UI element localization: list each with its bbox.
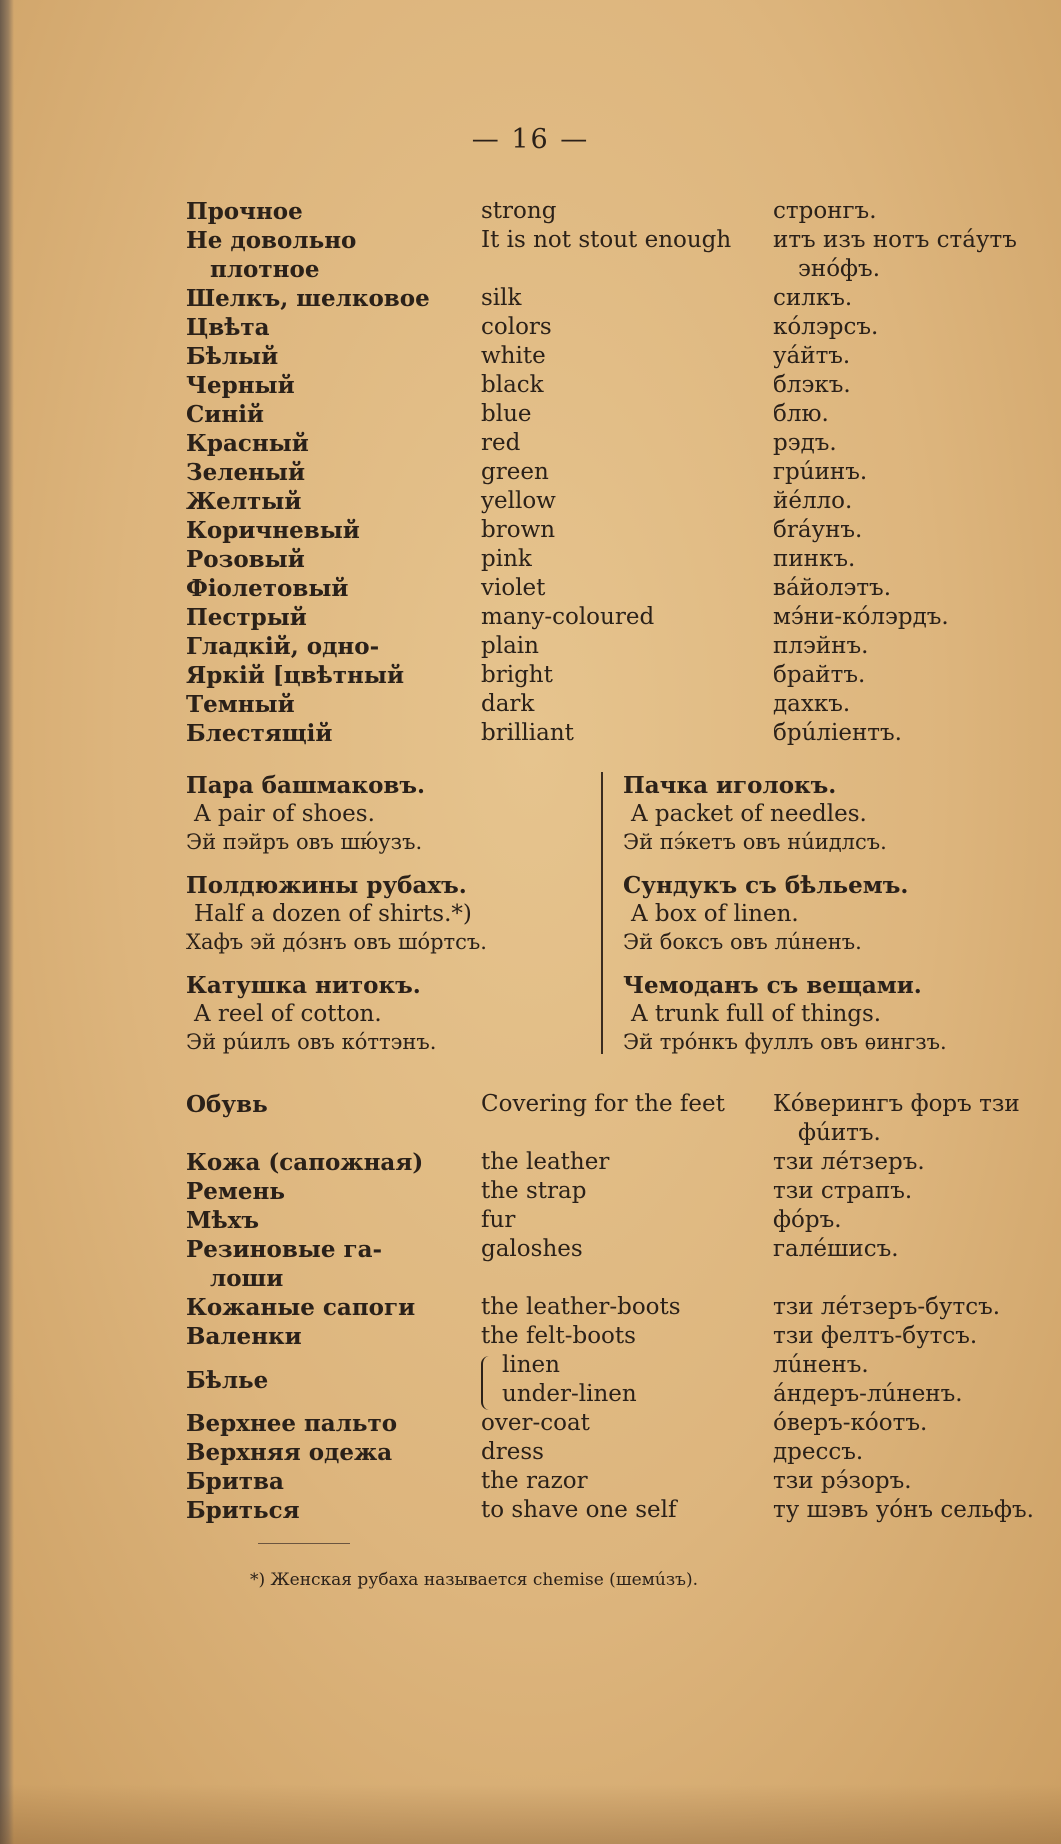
russian-word: Яркій [цвѣтный [186, 662, 405, 689]
english-word: plain [481, 633, 539, 659]
pronunciation: áндеръ-лúненъ. [773, 1381, 963, 1407]
vocab-row [0, 545, 1061, 574]
vocab-row [0, 284, 1061, 313]
phrase-group [623, 772, 947, 856]
pronunciation: кóлэрсъ. [773, 314, 879, 340]
pronunciation: галéшисъ. [773, 1236, 899, 1262]
russian-word: Темный [186, 691, 295, 718]
english-word: galoshes [481, 1236, 583, 1262]
vocab-row [0, 197, 1061, 226]
vocab-row [0, 1293, 1061, 1322]
vocab-row [0, 1264, 1061, 1293]
english-word: the strap [481, 1178, 587, 1204]
belie-label: Бѣлье [186, 1367, 269, 1394]
english-word: dark [481, 691, 535, 717]
english-word: strong [481, 198, 557, 224]
vocab-row [0, 1148, 1061, 1177]
english-word: the razor [481, 1468, 588, 1494]
vocab-row [0, 313, 1061, 342]
column-divider [601, 772, 603, 1054]
pronunciation: пинкъ. [773, 546, 856, 572]
russian-word: Зеленый [186, 459, 306, 486]
vocab-row [0, 371, 1061, 400]
phrase-pronunciation: Эй боксъ овъ лúненъ. [623, 930, 862, 954]
vocab-row [0, 1496, 1061, 1525]
russian-word: плотное [210, 256, 320, 283]
phrase-pronunciation: Хафъ эй дóзнъ овъ шóртсъ. [186, 930, 487, 954]
russian-word: Бритва [186, 1468, 284, 1495]
english-word: silk [481, 285, 522, 311]
phrase-group [623, 972, 947, 1056]
russian-word: Мѣхъ [186, 1207, 259, 1234]
vocab-row [0, 1467, 1061, 1496]
russian-word: Фіолетовый [186, 575, 349, 602]
english-word: white [481, 343, 546, 369]
vocab-row [0, 1409, 1061, 1438]
phrase-column-left [186, 772, 487, 1056]
phrase-group [186, 872, 487, 956]
english-word: brilliant [481, 720, 574, 746]
pronunciation: тзи лéтзеръ-бутсъ. [773, 1294, 1001, 1320]
pronunciation: фúитъ. [798, 1120, 881, 1146]
russian-word: Синій [186, 401, 264, 428]
vocab-row [0, 690, 1061, 719]
pronunciation: блю. [773, 401, 829, 427]
english-word: over-coat [481, 1410, 590, 1436]
russian-word: Желтый [186, 488, 302, 515]
english-word: linen [502, 1352, 560, 1378]
pronunciation: итъ изъ нотъ стáутъ [773, 227, 1017, 253]
english-word: the leather [481, 1149, 610, 1175]
english-word: red [481, 430, 521, 456]
footnote: *) Женская рубаха называется chemise (шемúзъ). [250, 1570, 698, 1590]
pronunciation: уáйтъ. [773, 343, 851, 369]
phrase-english: A pair of shoes. [194, 801, 375, 827]
pronunciation: блэкъ. [773, 372, 851, 398]
vocab-row [0, 342, 1061, 371]
vocab-row [0, 400, 1061, 429]
vocab-row [0, 1351, 1061, 1380]
phrase-pronunciation: Эй рúилъ овъ кóттэнъ. [186, 1030, 437, 1054]
pronunciation: йéлло. [773, 488, 853, 514]
vocab-row [0, 1119, 1061, 1148]
vocab-row [0, 226, 1061, 255]
pronunciation: Кóверингъ форъ тзи [773, 1091, 1020, 1117]
vocab-row [0, 1090, 1061, 1119]
pronunciation: óверъ-кóотъ. [773, 1410, 928, 1436]
phrase-english: A reel of cotton. [194, 1001, 382, 1027]
vocab-row [0, 719, 1061, 748]
pronunciation: стронгъ. [773, 198, 877, 224]
pronunciation: лúненъ. [773, 1352, 869, 1378]
english-word: dress [481, 1439, 544, 1465]
vocab-row [0, 255, 1061, 284]
phrase-pronunciation: Эй пэ́кетъ овъ нúидлсъ. [623, 830, 887, 854]
pronunciation: тзи лéтзеръ. [773, 1149, 925, 1175]
vocab-row [0, 1380, 1061, 1409]
pronunciation: ту шэвъ уóнъ сельфъ. [773, 1497, 1034, 1523]
pronunciation: мэ́ни-кóлэрдъ. [773, 604, 949, 630]
english-word: yellow [481, 488, 556, 514]
phrase-russian: Катушка нитокъ. [186, 972, 421, 999]
russian-word: Верхняя одежа [186, 1439, 393, 1466]
phrase-english: A trunk full of things. [631, 1001, 882, 1027]
russian-word: Валенки [186, 1323, 302, 1350]
pronunciation: тзи рэ́зоръ. [773, 1468, 912, 1494]
russian-word: Розовый [186, 546, 305, 573]
russian-word: Бѣлый [186, 343, 279, 370]
english-word: brown [481, 517, 556, 543]
pronunciation: брайтъ. [773, 662, 866, 688]
phrase-russian: Пара башмаковъ. [186, 772, 426, 799]
russian-word: Прочное [186, 198, 303, 225]
pronunciation: дахкъ. [773, 691, 851, 717]
russian-word: Верхнее пальто [186, 1410, 398, 1437]
pronunciation: бráунъ. [773, 517, 863, 543]
russian-word: Красный [186, 430, 309, 457]
vocab-row [0, 1206, 1061, 1235]
pronunciation: плэйнъ. [773, 633, 869, 659]
phrase-english: A packet of needles. [631, 801, 867, 827]
russian-word: Шелкъ, шелковое [186, 285, 430, 312]
russian-word: Резиновые га- [186, 1236, 383, 1263]
russian-word: Не довольно [186, 227, 357, 254]
phrase-russian: Полдюжины рубахъ. [186, 872, 467, 899]
english-word: Covering for the feet [481, 1091, 725, 1117]
page-number: — 16 — [471, 124, 590, 155]
pronunciation: рэдъ. [773, 430, 837, 456]
english-word: green [481, 459, 549, 485]
pronunciation: дрессъ. [773, 1439, 864, 1465]
russian-word: Цвѣта [186, 314, 270, 341]
vocab-row [0, 516, 1061, 545]
vocab-row [0, 661, 1061, 690]
english-word: bright [481, 662, 553, 688]
english-word: under-linen [502, 1381, 637, 1407]
phrase-column-right [623, 772, 947, 1056]
english-word: to shave one self [481, 1497, 677, 1523]
pronunciation: грúинъ. [773, 459, 868, 485]
russian-word: Коричневый [186, 517, 360, 544]
phrase-pronunciation: Эй пэйръ овъ шю́узъ. [186, 830, 423, 854]
english-word: the felt-boots [481, 1323, 636, 1349]
english-word: violet [481, 575, 546, 601]
vocab-row [0, 632, 1061, 661]
english-word: blue [481, 401, 532, 427]
vocab-row [0, 429, 1061, 458]
page-bottom-stain [0, 1784, 1061, 1844]
pronunciation: тзи страпъ. [773, 1178, 913, 1204]
phrase-group [186, 972, 487, 1056]
pronunciation: тзи фелтъ-бутсъ. [773, 1323, 978, 1349]
pronunciation: энóфъ. [798, 256, 881, 282]
vocab-row [0, 1322, 1061, 1351]
russian-word: Кожа (сапожная) [186, 1149, 424, 1176]
footnote-rule [258, 1543, 350, 1544]
phrase-russian: Сундукъ съ бѣльемъ. [623, 872, 909, 899]
pronunciation: брúліентъ. [773, 720, 902, 746]
russian-word: Ремень [186, 1178, 285, 1205]
russian-word: Черный [186, 372, 295, 399]
russian-word: Блестящій [186, 720, 333, 747]
vocab-row [0, 574, 1061, 603]
russian-word: Бриться [186, 1497, 300, 1524]
vocab-row [0, 1235, 1061, 1264]
english-word: It is not stout enough [481, 227, 732, 253]
brace-linen [481, 1356, 491, 1410]
vocab-row [0, 487, 1061, 516]
english-word: pink [481, 546, 532, 572]
russian-word: Пестрый [186, 604, 307, 631]
english-word: black [481, 372, 544, 398]
phrase-english: A box of linen. [631, 901, 799, 927]
russian-word: лоши [210, 1265, 284, 1292]
phrase-pronunciation: Эй трóнкъ фуллъ овъ ѳингзъ. [623, 1030, 947, 1054]
english-word: fur [481, 1207, 516, 1233]
vocab-row [0, 1438, 1061, 1467]
phrase-group [186, 772, 487, 856]
vocab-row [0, 603, 1061, 632]
vocab-row [0, 1177, 1061, 1206]
russian-word: Обувь [186, 1091, 268, 1118]
english-word: many-coloured [481, 604, 655, 630]
english-word: the leather-boots [481, 1294, 681, 1320]
russian-word: Гладкій, одно- [186, 633, 380, 660]
phrase-english: Half a dozen of shirts.*) [194, 901, 472, 927]
phrase-group [623, 872, 947, 956]
phrase-russian: Пачка иголокъ. [623, 772, 837, 799]
pronunciation: фóръ. [773, 1207, 842, 1233]
pronunciation: вáйолэтъ. [773, 575, 891, 601]
vocab-row [0, 458, 1061, 487]
russian-word: Кожаные сапоги [186, 1294, 416, 1321]
phrase-russian: Чемоданъ съ вещами. [623, 972, 922, 999]
english-word: colors [481, 314, 552, 340]
pronunciation: силкъ. [773, 285, 853, 311]
